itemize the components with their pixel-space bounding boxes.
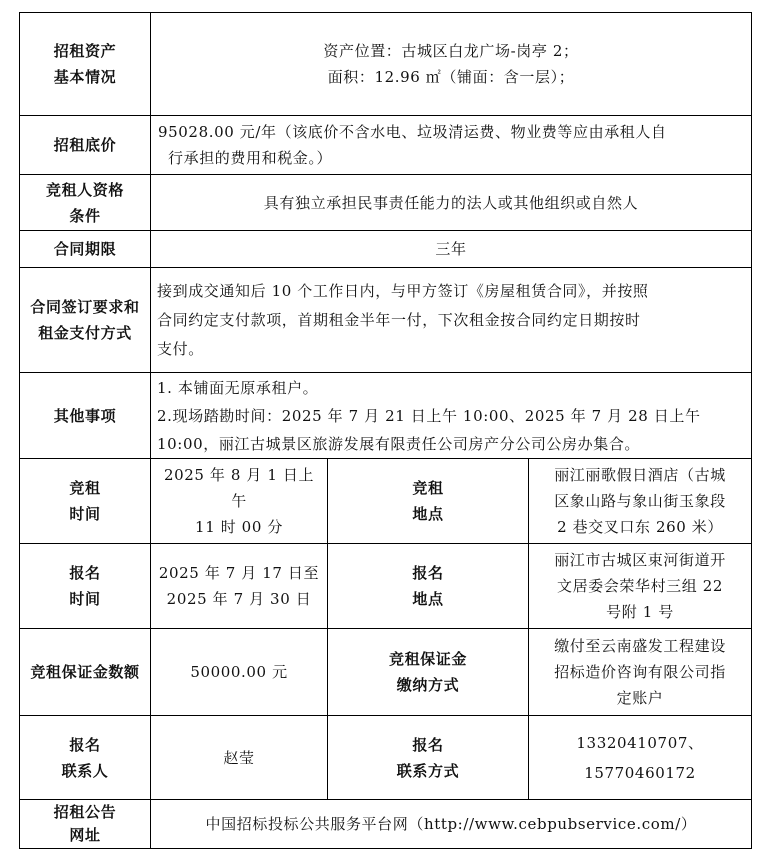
price-row bbox=[20, 116, 752, 175]
contact-phone-label: 报名 联系方式 bbox=[328, 716, 529, 800]
registration-row bbox=[20, 544, 752, 629]
deposit-row bbox=[20, 629, 752, 716]
qualification-label: 竞租人资格 条件 bbox=[20, 175, 151, 231]
deposit-amount-label: 竞租保证金数额 bbox=[20, 629, 151, 716]
asset-area: 面积：12.96 ㎡（铺面：含一层）； bbox=[327, 68, 575, 86]
contract-row bbox=[20, 268, 752, 373]
qualification-row bbox=[20, 175, 752, 231]
other-row bbox=[20, 373, 752, 459]
registration-place-label: 报名 地点 bbox=[328, 544, 529, 629]
other-label: 其他事项 bbox=[20, 373, 151, 459]
term-label: 合同期限 bbox=[20, 231, 151, 268]
contract-value: 接到成交通知后 10 个工作日内，与甲方签订《房屋租赁合同》，并按照 合同约定支付款项，首期租金半年一付，下次租金按合同约定日期按时 支付。 bbox=[151, 268, 752, 373]
website-label: 招租公告 网址 bbox=[20, 800, 151, 849]
bidding-time-value: 2025 年 8 月 1 日上午 11 时 00 分 bbox=[151, 459, 328, 544]
asset-row bbox=[20, 13, 752, 116]
contact-person-value: 赵莹 bbox=[151, 716, 328, 800]
registration-time-label: 报名 时间 bbox=[20, 544, 151, 629]
rental-info-table bbox=[19, 12, 752, 849]
registration-place-value: 丽江市古城区束河街道开 文居委会荣华村三组 22 号附 1 号 bbox=[529, 544, 752, 629]
website-value: 中国招标投标公共服务平台网（http://www.cebpubservice.com/） bbox=[151, 800, 752, 849]
term-row bbox=[20, 231, 752, 268]
registration-time-value: 2025 年 7 月 17 日至 2025 年 7 月 30 日 bbox=[151, 544, 328, 629]
asset-label: 招租资产 基本情况 bbox=[20, 13, 151, 116]
price-value: 95028.00 元/年（该底价不含水电、垃圾清运费、物业费等应由承租人自 行承担的费用和税金。） bbox=[151, 116, 752, 175]
bidding-time-label: 竞租 时间 bbox=[20, 459, 151, 544]
website-row bbox=[20, 800, 752, 849]
deposit-method-value: 缴付至云南盛发工程建设 招标造价咨询有限公司指 定账户 bbox=[529, 629, 752, 716]
asset-location: 资产位置：古城区白龙广场-岗亭 2； bbox=[323, 42, 579, 60]
other-value: 1. 本铺面无原承租户。 2.现场踏勘时间：2025 年 7 月 21 日上午 10:00、2025 年 7 月 28 日上午 10:00，丽江古城景区旅游发展有限责任公司房产分公司公房办集合。 bbox=[151, 373, 752, 459]
contract-label: 合同签订要求和 租金支付方式 bbox=[20, 268, 151, 373]
bidding-row bbox=[20, 459, 752, 544]
term-value: 三年 bbox=[151, 231, 752, 268]
contact-person-label: 报名 联系人 bbox=[20, 716, 151, 800]
deposit-amount-value: 50000.00 元 bbox=[151, 629, 328, 716]
deposit-method-label: 竞租保证金 缴纳方式 bbox=[328, 629, 529, 716]
qualification-value: 具有独立承担民事责任能力的法人或其他组织或自然人 bbox=[151, 175, 752, 231]
bidding-place-value: 丽江丽歌假日酒店（古城 区象山路与象山街玉象段 2 巷交叉口东 260 米） bbox=[529, 459, 752, 544]
contact-phone-value: 13320410707、 15770460172 bbox=[529, 716, 752, 800]
price-label: 招租底价 bbox=[20, 116, 151, 175]
bidding-place-label: 竞租 地点 bbox=[328, 459, 529, 544]
contact-row bbox=[20, 716, 752, 800]
asset-value bbox=[151, 13, 752, 116]
